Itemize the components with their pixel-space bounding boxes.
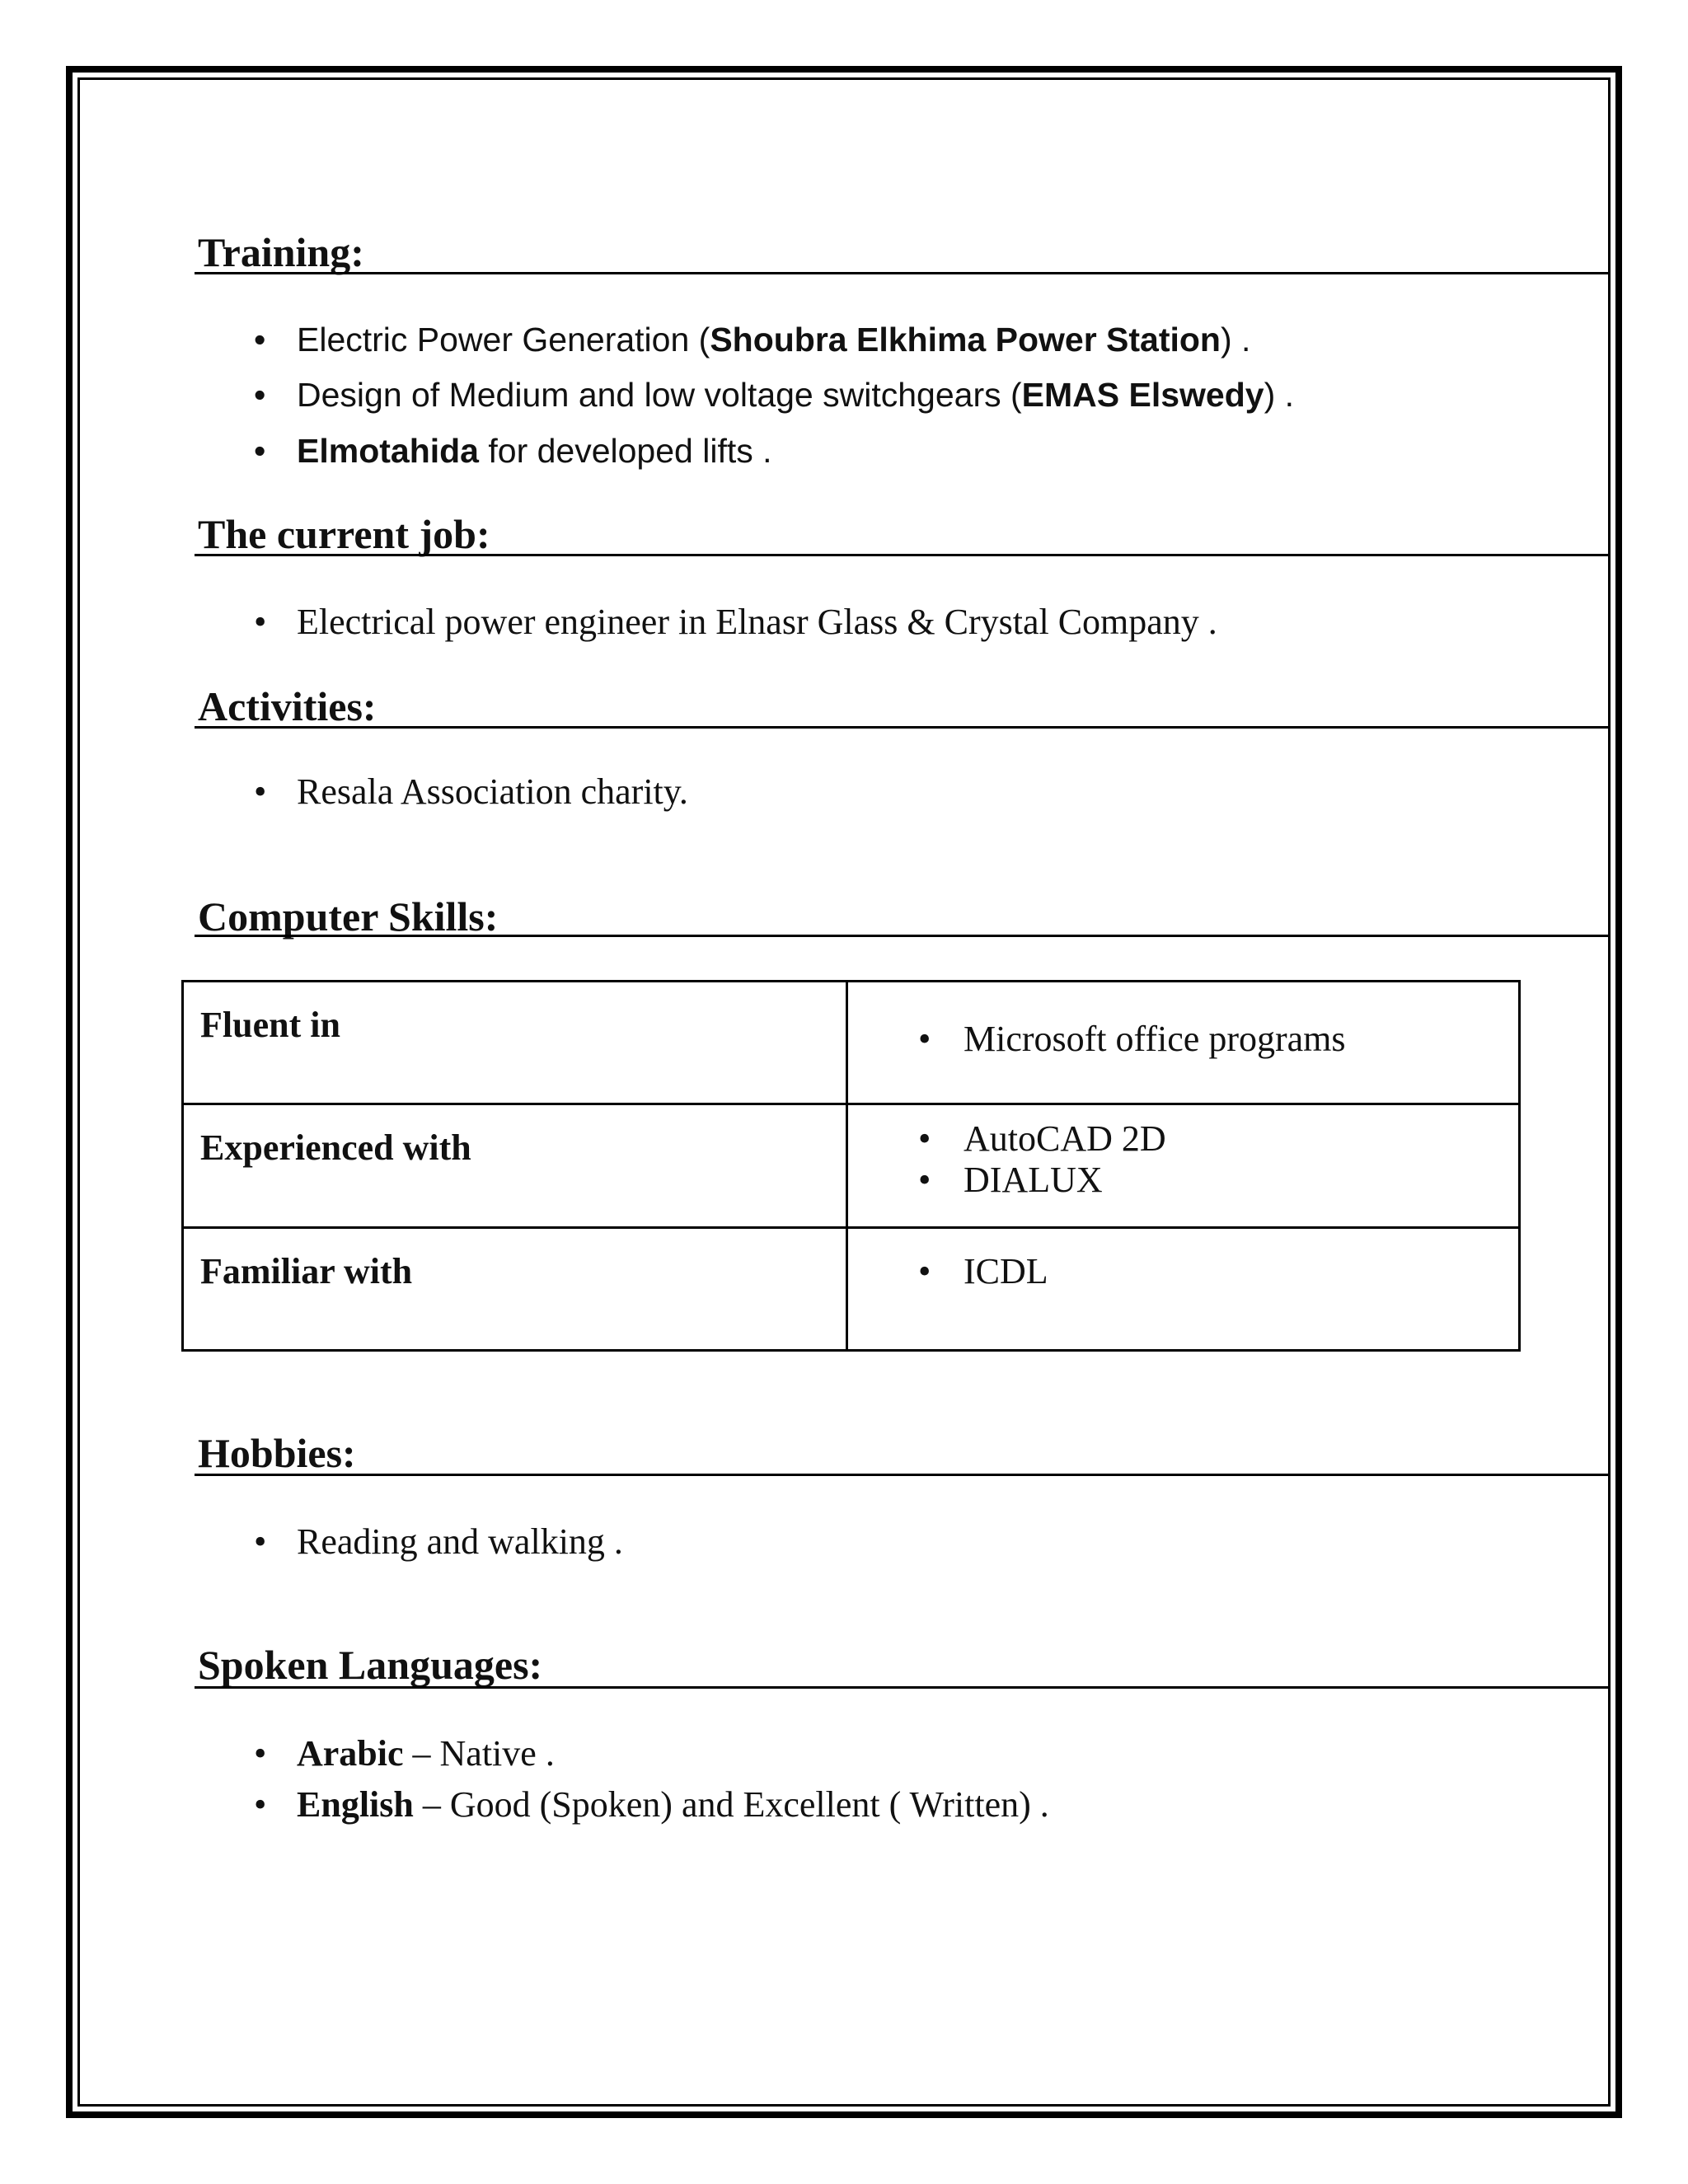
skill-level-label: Fluent in (200, 1005, 340, 1045)
skill-items-cell (847, 1228, 1520, 1351)
bullet-icon: • (918, 1160, 931, 1200)
training-rule (195, 272, 1611, 274)
bullet-icon: • (254, 771, 267, 812)
language-item-arabic: • Arabic – Native . (254, 1733, 555, 1774)
training-item-1: • Electric Power Generation (Shoubra Elkhima Power Station) . (297, 318, 1250, 361)
hobbies-rule (195, 1474, 1611, 1476)
activities-item: • Resala Association charity. (254, 771, 688, 812)
skill-item: • ICDL (918, 1251, 1048, 1291)
bullet-icon: • (918, 1118, 931, 1159)
bullet-icon: • (254, 1521, 267, 1562)
languages-rule (195, 1686, 1611, 1689)
training-item-3: • Elmotahida for developed lifts . (297, 429, 772, 472)
language-item-english: • English – Good (Spoken) and Excellent ( Written) . (254, 1784, 1049, 1825)
hobbies-item: • Reading and walking . (254, 1521, 623, 1562)
skill-item: • AutoCAD 2D (918, 1118, 1166, 1159)
skill-level-label: Familiar with (200, 1251, 413, 1291)
skill-level-cell (183, 1104, 847, 1228)
skill-level-label: Experienced with (200, 1127, 471, 1168)
computer-skills-rule (195, 935, 1611, 937)
table-row (183, 1104, 1520, 1228)
current-job-rule (195, 554, 1611, 556)
current-job-heading: The current job: (198, 511, 490, 557)
training-heading: Training: (198, 229, 364, 275)
activities-heading: Activities: (198, 683, 377, 729)
computer-skills-heading: Computer Skills: (198, 893, 499, 940)
skill-item: • DIALUX (918, 1160, 1103, 1200)
bullet-icon: • (254, 602, 267, 642)
hobbies-heading: Hobbies: (198, 1430, 356, 1476)
computer-skills-table (181, 980, 1521, 1352)
training-item-2: • Design of Medium and low voltage switchgears (EMAS Elswedy) . (297, 373, 1294, 416)
skill-level-cell (183, 1228, 847, 1351)
bullet-icon: • (254, 321, 266, 359)
skill-level-cell (183, 982, 847, 1104)
bullet-icon: • (918, 1251, 931, 1291)
bullet-icon: • (918, 1019, 931, 1059)
current-job-item: • Electrical power engineer in Elnasr Glass & Crystal Company . (254, 602, 1217, 642)
skill-item: • Microsoft office programs (918, 1019, 1346, 1059)
bullet-icon: • (254, 1784, 267, 1825)
table-row (183, 982, 1520, 1104)
bullet-icon: • (254, 1733, 267, 1774)
skill-items-cell (847, 1104, 1520, 1228)
bullet-icon: • (254, 376, 266, 414)
activities-rule (195, 726, 1611, 729)
skill-items-cell (847, 982, 1520, 1104)
languages-heading: Spoken Languages: (198, 1642, 543, 1688)
bullet-icon: • (254, 432, 266, 470)
table-row (183, 1228, 1520, 1351)
